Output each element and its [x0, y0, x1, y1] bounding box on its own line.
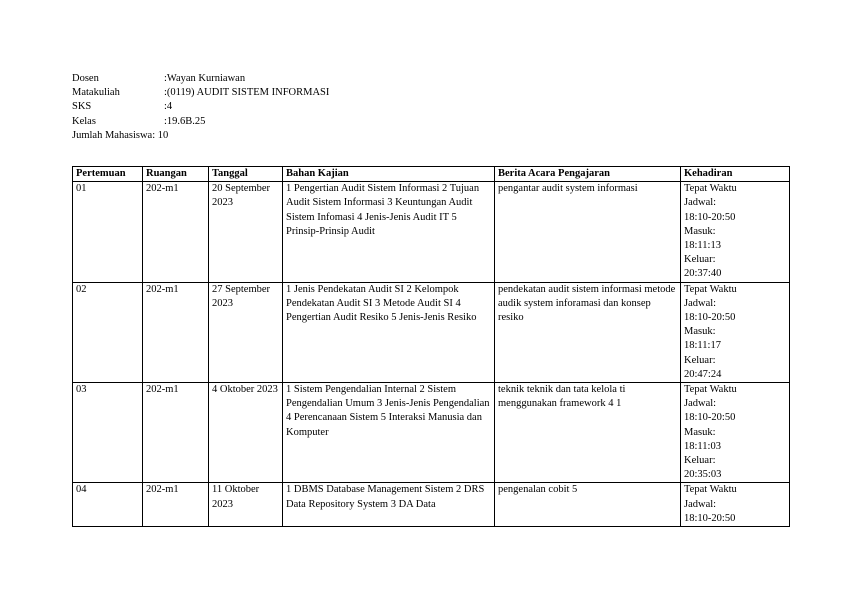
- bahan-kajian-cell: 1 Sistem Pengendalian Internal 2 Sistem Pengendalian Umum 3 Jenis-Jenis Pengendalian 4 Perencanaan Sistem 5 Interaksi Manusia dan Komputer: [283, 383, 495, 483]
- matakuliah-value: :(0119) AUDIT SISTEM INFORMASI: [164, 87, 330, 99]
- keluar-label: Keluar:: [684, 254, 716, 266]
- table-row: [73, 383, 790, 483]
- jadwal-label: Jadwal:: [684, 398, 717, 410]
- jadwal-value: 18:10-20:50: [684, 211, 736, 223]
- jadwal-value: 18:10-20:50: [684, 412, 736, 424]
- berita-acara-cell: pengantar audit system informasi: [495, 182, 681, 282]
- pertemuan-cell: 01: [73, 182, 143, 282]
- pertemuan-cell: 03: [73, 383, 143, 483]
- matakuliah-label: Matakuliah: [72, 87, 120, 99]
- header-bahan-kajian: Bahan Kajian: [283, 167, 495, 182]
- kehadiran-status: Tepat Waktu: [684, 484, 737, 496]
- tanggal-cell: 4 Oktober 2023: [209, 383, 283, 483]
- dosen-value: :Wayan Kurniawan: [164, 73, 246, 84]
- masuk-value: 18:11:03: [684, 440, 721, 452]
- header-tanggal: Tanggal: [209, 167, 283, 182]
- dosen-row: [72, 72, 329, 86]
- header-berita-acara: Berita Acara Pengajaran: [495, 167, 681, 182]
- bahan-kajian-cell: 1 DBMS Database Management Sistem 2 DRS Data Repository System 3 DA Data: [283, 483, 495, 527]
- keluar-value: 20:37:40: [684, 268, 722, 280]
- ruangan-cell: 202-m1: [143, 483, 209, 527]
- keluar-value: 20:47:24: [684, 368, 722, 380]
- berita-acara-cell: pendekatan audit sistem informasi metode audik system inforamasi dan konsep resiko: [495, 282, 681, 382]
- kehadiran-cell: [681, 383, 790, 483]
- tanggal-cell: 11 Oktober 2023: [209, 483, 283, 527]
- pertemuan-cell: 04: [73, 483, 143, 527]
- keluar-value: 20:35:03: [684, 469, 722, 481]
- kelas-value: :19.6B.25: [164, 115, 206, 127]
- course-info: [72, 72, 329, 143]
- keluar-label: Keluar:: [684, 455, 716, 467]
- kelas-label: Kelas: [72, 115, 96, 127]
- ruangan-cell: 202-m1: [143, 282, 209, 382]
- matakuliah-row: [72, 86, 329, 100]
- header-pertemuan: Pertemuan: [73, 167, 143, 182]
- masuk-label: Masuk:: [684, 225, 716, 237]
- kehadiran-cell: [681, 483, 790, 527]
- jadwal-label: Jadwal:: [684, 197, 717, 209]
- masuk-label: Masuk:: [684, 426, 716, 438]
- masuk-label: Masuk:: [684, 326, 716, 338]
- keluar-label: Keluar:: [684, 354, 716, 366]
- table-row: [73, 282, 790, 382]
- tanggal-cell: 27 September 2023: [209, 282, 283, 382]
- kelas-row: [72, 115, 329, 129]
- kehadiran-status: Tepat Waktu: [684, 384, 737, 396]
- sks-value: :4: [164, 101, 173, 113]
- header-ruangan: Ruangan: [143, 167, 209, 182]
- berita-acara-cell: teknik teknik dan tata kelola ti menggunakan framework 4 1: [495, 383, 681, 483]
- kehadiran-cell: [681, 282, 790, 382]
- kehadiran-cell: [681, 182, 790, 282]
- berita-acara-cell: pengenalan cobit 5: [495, 483, 681, 527]
- tanggal-cell: 20 September 2023: [209, 182, 283, 282]
- ruangan-cell: 202-m1: [143, 383, 209, 483]
- jadwal-label: Jadwal:: [684, 498, 717, 510]
- masuk-value: 18:11:13: [684, 240, 721, 252]
- sks-label: SKS: [72, 101, 92, 113]
- table-row: [73, 182, 790, 282]
- jadwal-label: Jadwal:: [684, 297, 717, 309]
- header-kehadiran: Kehadiran: [681, 167, 790, 182]
- kehadiran-status: Tepat Waktu: [684, 183, 737, 195]
- bahan-kajian-cell: 1 Jenis Pendekatan Audit SI 2 Kelompok Pendekatan Audit SI 3 Metode Audit SI 4 Pengertian Audit Resiko 5 Jenis-Jenis Resiko: [283, 282, 495, 382]
- jumlah-mahasiswa: Jumlah Mahasiswa: 10: [72, 129, 169, 141]
- ruangan-cell: 202-m1: [143, 182, 209, 282]
- jadwal-value: 18:10-20:50: [684, 512, 736, 524]
- bahan-kajian-cell: 1 Pengertian Audit Sistem Informasi 2 Tujuan Audit Sistem Informasi 3 Keuntungan Audit Sistem Infomasi 4 Jenis-Jenis Audit IT 5 Prinsip-Prinsip Audit: [283, 182, 495, 282]
- sks-row: [72, 100, 329, 114]
- dosen-label: Dosen: [72, 73, 99, 84]
- kehadiran-status: Tepat Waktu: [684, 283, 737, 295]
- jadwal-value: 18:10-20:50: [684, 312, 736, 324]
- pertemuan-cell: 02: [73, 282, 143, 382]
- table-row: [73, 483, 790, 527]
- table-header-row: [73, 167, 790, 182]
- attendance-table: [72, 166, 790, 527]
- masuk-value: 18:11:17: [684, 340, 721, 352]
